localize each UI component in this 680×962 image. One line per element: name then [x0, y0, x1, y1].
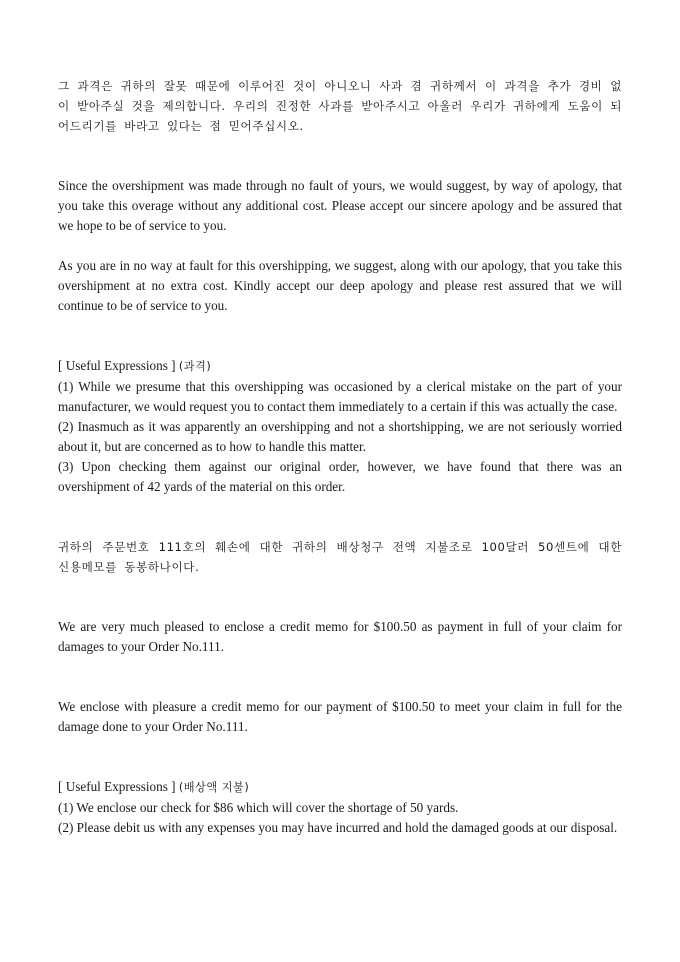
spacer — [58, 136, 622, 176]
english-paragraph-overshipment-2: As you are in no way at fault for this overshipping, we suggest, along with our apology, that you take this overshipment at no extra cost. Kindly accept our deep apology and please rest assured that we will continue to be of service to you. — [58, 258, 622, 313]
document-page — [58, 76, 622, 838]
korean-paragraph-credit-memo: 귀하의 주문번호 111호의 훼손에 대한 귀하의 배상청구 전액 지불조로 100달러 50센트에 대한 신용메모를 동봉하나이다. — [58, 540, 622, 574]
spacer — [58, 497, 622, 537]
spacer — [58, 657, 622, 697]
english-paragraph-overshipment-1: Since the overshipment was made through no fault of yours, we would suggest, by way of apology, that you take this overage without any additional cost. Please accept our sincere apology and be assured that we hope to be of service to you. — [58, 178, 622, 233]
useful-expressions-label: [ Useful Expressions ] — [58, 779, 176, 794]
english-paragraph-credit-memo-1: We are very much pleased to enclose a credit memo for $100.50 as payment in full of your claim for damages to your Order No.111. — [58, 619, 622, 654]
korean-paragraph-overshipment: 그 과격은 귀하의 잘못 때문에 이루어진 것이 아니오니 사과 겸 귀하께서 이 과격을 추가 경비 없이 받아주실 것을 제의합니다. 우리의 진정한 사과를 받아주시고 아울러 우리가 귀하에게 도움이 되어드리기를 바라고 있다는 점 믿어주십시오. — [58, 79, 622, 133]
list-item: (3) Upon checking them against our original order, however, we have found that there was an overshipment of 42 yards of the material on this order. — [58, 459, 622, 494]
spacer — [58, 737, 622, 777]
list-item: (2) Inasmuch as it was apparently an overshipping and not a shortshipping, we are not seriously worried about it, but are concerned as to how to handle this matter. — [58, 419, 622, 454]
useful-expressions-topic: (과격) — [178, 360, 212, 373]
useful-expressions-heading-2 — [58, 777, 622, 798]
useful-expressions-topic: (배상액 지불) — [178, 781, 250, 794]
list-item: (1) While we presume that this overshipping was occasioned by a clerical mistake on the part of your manufacturer, we would request you to contact them immediately to a certain if this was actually the case. — [58, 379, 622, 414]
english-paragraph-credit-memo-2: We enclose with pleasure a credit memo for our payment of $100.50 to meet your claim in full for the damage done to your Order No.111. — [58, 699, 622, 734]
list-item: (2) Please debit us with any expenses you may have incurred and hold the damaged goods at our disposal. — [58, 820, 618, 835]
spacer — [58, 577, 622, 617]
list-item: (1) We enclose our check for $86 which will cover the shortage of 50 yards. — [58, 800, 459, 815]
useful-expressions-heading-1 — [58, 356, 622, 377]
useful-expressions-label: [ Useful Expressions ] — [58, 358, 176, 373]
spacer — [58, 316, 622, 356]
spacer — [58, 236, 622, 256]
